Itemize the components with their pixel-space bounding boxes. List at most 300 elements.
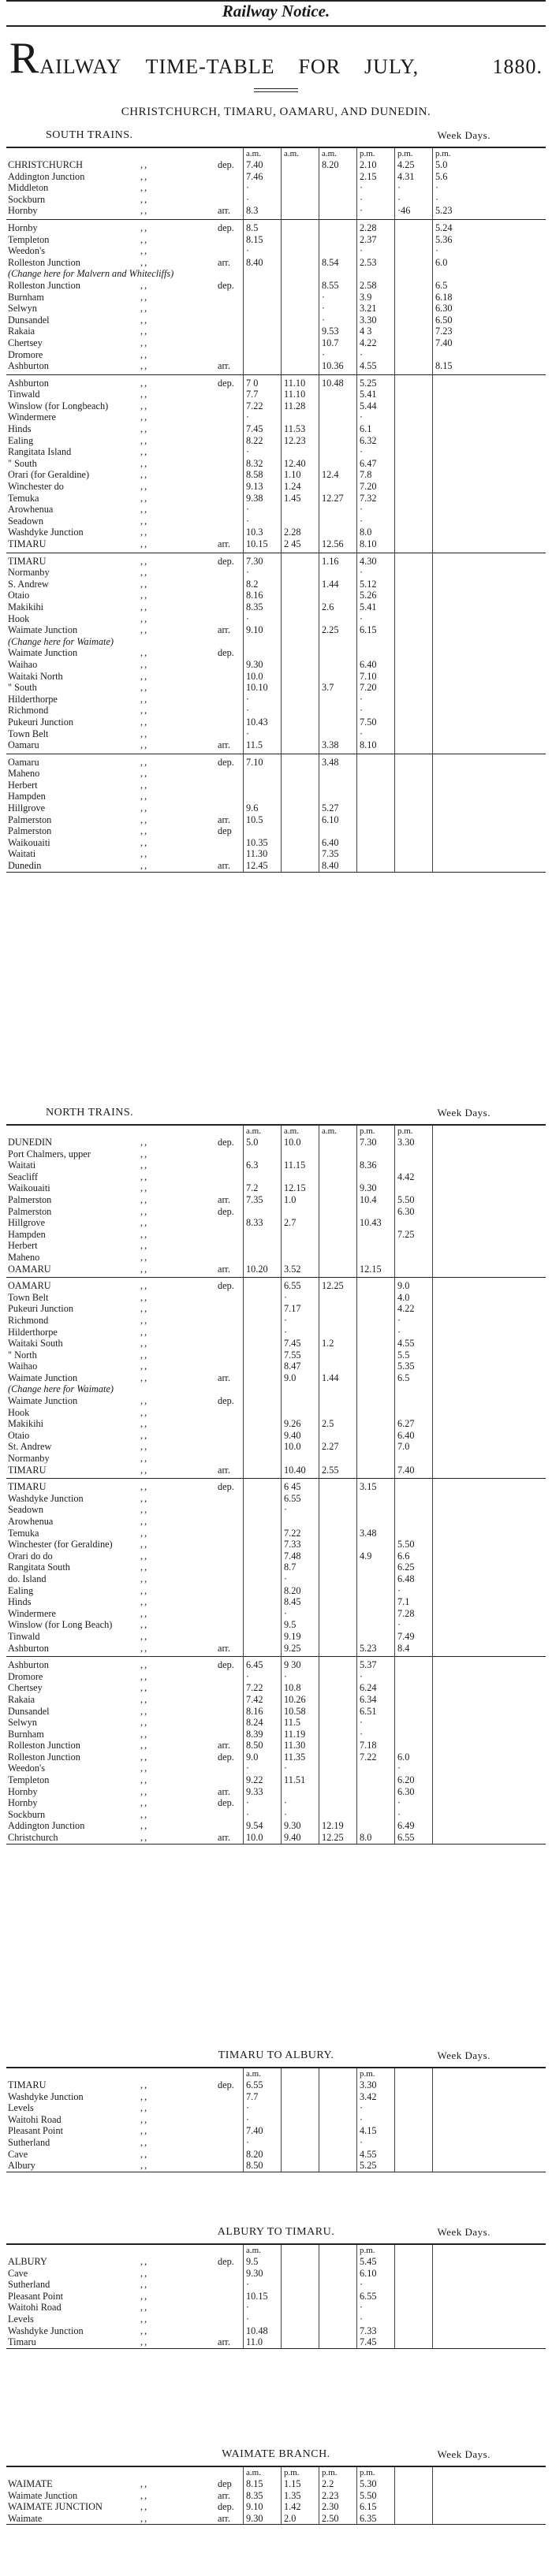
station-name: Rangitata Island — [8, 446, 72, 458]
station-name: Otaio — [8, 1429, 30, 1441]
station-name: Waimate Junction — [8, 624, 78, 636]
train-time: 1.10 — [284, 469, 301, 481]
train-time: · — [246, 612, 250, 624]
station-name: Waihao — [8, 658, 38, 670]
timetable-row — [6, 1194, 546, 1206]
train-time: 6.3 — [246, 1160, 259, 1171]
timetable-row — [6, 1264, 546, 1275]
station-name: Dromore — [8, 1670, 43, 1682]
time-of-day-label: p.m. — [360, 1126, 375, 1136]
station-name: Cave — [8, 2267, 28, 2279]
time-of-day-row — [6, 2467, 546, 2478]
ditto-marks: ,, — [140, 326, 149, 337]
train-time: 6.30 — [435, 303, 453, 315]
train-time: · — [246, 1797, 250, 1809]
ditto-marks: ,, — [140, 1642, 149, 1654]
station-name: Waikouaiti — [8, 1182, 50, 1194]
train-time: 8.50 — [246, 2160, 263, 2172]
train-time: 1.44 — [322, 578, 339, 590]
arr-dep-marker: arr. — [218, 860, 231, 872]
train-time: 6.20 — [397, 1774, 415, 1786]
train-time: 8.2 — [246, 578, 259, 590]
timetable-row — [6, 1786, 546, 1798]
group-divider — [6, 219, 546, 220]
train-time: · — [360, 2279, 364, 2291]
timetable-row — [6, 1315, 546, 1327]
time-of-day-label: p.m. — [322, 2468, 338, 2477]
ditto-marks: ,, — [140, 647, 149, 659]
train-time: 3.30 — [360, 314, 377, 326]
station-name: Pukeuri Junction — [8, 1303, 73, 1315]
train-time: 1.24 — [284, 481, 301, 493]
timetable-row — [6, 257, 546, 269]
timetable-row — [6, 1797, 546, 1809]
ditto-marks: ,, — [140, 2325, 149, 2336]
train-time: 7.22 — [246, 1682, 263, 1694]
train-time: · — [246, 1670, 250, 1682]
timetable-row — [6, 2279, 546, 2291]
timetable-row — [6, 2256, 546, 2268]
station-name: Oamaru — [8, 739, 39, 751]
train-time: 12.4 — [322, 469, 339, 481]
ditto-marks: ,, — [140, 1418, 149, 1430]
timetable-row — [6, 182, 546, 194]
train-time: 5.0 — [246, 1137, 259, 1148]
station-name: Chertsey — [8, 1682, 43, 1694]
train-time: 4.55 — [397, 1338, 415, 1349]
train-time: 11.28 — [284, 400, 306, 411]
ditto-marks: ,, — [140, 504, 149, 516]
train-time: · — [284, 1504, 288, 1516]
train-time: 6.47 — [360, 457, 377, 469]
train-time: 11.35 — [284, 1751, 306, 1763]
timetable-row — [6, 1682, 546, 1694]
train-time: 11.10 — [284, 377, 306, 389]
section-header — [6, 1102, 546, 1124]
train-time: 9.33 — [246, 1785, 263, 1797]
train-time: 9.30 — [246, 658, 263, 670]
train-time: 6.0 — [397, 1751, 410, 1763]
station-name: Normanby — [8, 1453, 50, 1465]
train-time: 6.5 — [397, 1372, 410, 1383]
train-time: 1.42 — [284, 2501, 301, 2513]
train-time: 6.18 — [435, 291, 453, 303]
ditto-marks: ,, — [140, 825, 149, 837]
timetable-row — [6, 860, 546, 872]
station-name: Selwyn — [8, 303, 37, 315]
train-time: · — [246, 567, 250, 579]
ditto-marks: ,, — [140, 705, 149, 717]
train-time: · — [360, 411, 364, 423]
ditto-marks: ,, — [140, 567, 149, 579]
train-time: 11.30 — [284, 1740, 306, 1751]
train-time: 6.6 — [397, 1550, 410, 1562]
arr-dep-marker: dep. — [218, 279, 234, 291]
timetable-row — [6, 705, 546, 717]
station-name: Ashburton — [8, 1659, 49, 1671]
time-of-day-label: a.m. — [246, 149, 261, 158]
timetable-row — [6, 1137, 546, 1148]
train-time: 6.24 — [360, 1682, 377, 1694]
train-time: 4.42 — [397, 1171, 415, 1182]
title-word3: FOR — [298, 55, 341, 78]
timetable-row — [6, 848, 546, 860]
station-name: Windermere — [8, 411, 56, 423]
train-time: 3.9 — [360, 291, 372, 303]
timetable-row — [6, 1338, 546, 1349]
ditto-marks: ,, — [140, 1429, 149, 1441]
station-name: Ealing — [8, 1584, 34, 1596]
train-time: · — [246, 515, 250, 527]
timetable-row — [6, 647, 546, 659]
ditto-marks: ,, — [140, 538, 149, 549]
station-name: Hornby — [8, 1797, 38, 1809]
arr-dep-marker: dep — [218, 825, 232, 837]
ditto-marks: ,, — [140, 1263, 149, 1275]
ditto-marks: ,, — [140, 481, 149, 493]
station-name: Hook — [8, 1406, 30, 1418]
train-time: 5.50 — [397, 1193, 415, 1205]
ditto-marks: ,, — [140, 1464, 149, 1476]
station-name: Hornby — [8, 1785, 38, 1797]
train-time: 6.55 — [246, 2079, 263, 2090]
ditto-marks: ,, — [140, 848, 149, 860]
train-time: · — [397, 1619, 401, 1631]
train-time: 9 30 — [284, 1659, 301, 1671]
title-word1: AILWAY — [39, 55, 122, 78]
ditto-marks: ,, — [140, 739, 149, 751]
train-time: 8.15 — [246, 233, 263, 245]
train-time: 1.44 — [322, 1372, 339, 1383]
ditto-marks: ,, — [140, 1137, 149, 1148]
station-name: Makikihi — [8, 601, 44, 612]
ditto-marks: ,, — [140, 1774, 149, 1786]
train-time: 11.53 — [284, 423, 306, 435]
train-time: 7.10 — [246, 756, 263, 768]
ditto-marks: ,, — [140, 1148, 149, 1160]
ditto-marks: ,, — [140, 2279, 149, 2291]
timetable-row — [6, 601, 546, 613]
timetable-row — [6, 2091, 546, 2103]
station-name: Cave — [8, 2148, 28, 2160]
train-time: 1.2 — [322, 1338, 334, 1349]
time-of-day-label: p.m. — [284, 2468, 300, 2477]
ditto-marks: ,, — [140, 1705, 149, 1717]
station-name: Sutherland — [8, 2136, 50, 2148]
train-time: 5.50 — [397, 1539, 415, 1550]
ditto-marks: ,, — [140, 1349, 149, 1361]
train-time: 12.19 — [322, 1820, 344, 1832]
station-name: Orari do do — [8, 1550, 53, 1562]
train-time: 7.45 — [284, 1338, 301, 1349]
time-of-day-label: p.m. — [360, 2246, 375, 2255]
ditto-marks: ,, — [140, 1539, 149, 1550]
train-time: 12.15 — [284, 1182, 306, 1194]
station-name: TIMARU — [8, 1481, 47, 1493]
train-time: 9.0 — [397, 1280, 410, 1292]
ditto-marks: ,, — [140, 1314, 149, 1326]
station-name: Maheno — [8, 768, 40, 780]
timetable-row — [6, 234, 546, 246]
train-time: 2.10 — [360, 159, 377, 170]
title-initial: R — [9, 34, 40, 83]
train-time: 6.55 — [360, 2290, 377, 2302]
timetable-row — [6, 1774, 546, 1786]
ditto-marks: ,, — [140, 1171, 149, 1182]
timetable-row — [6, 1740, 546, 1751]
station-name: Waimate Junction — [8, 2489, 78, 2501]
train-time: 8.35 — [246, 601, 263, 612]
train-time: · — [246, 2102, 250, 2114]
station-name: Burnham — [8, 291, 44, 303]
ditto-marks: ,, — [140, 2290, 149, 2302]
timetable-row — [6, 1217, 546, 1229]
train-time: 6.32 — [360, 434, 377, 446]
train-time: · — [360, 182, 364, 194]
train-time: 8.39 — [246, 1728, 263, 1740]
section-title: TIMARU TO ALBURY. — [218, 2049, 334, 2061]
train-time: · — [397, 193, 401, 205]
train-time: 10.15 — [246, 2290, 268, 2302]
arr-dep-marker: dep. — [218, 647, 234, 659]
train-time: 6.10 — [322, 813, 339, 825]
train-time: 2.6 — [322, 601, 334, 612]
train-time: 7.22 — [284, 1527, 301, 1539]
arr-dep-marker: dep. — [218, 159, 234, 170]
timetable-row — [6, 349, 546, 361]
train-time: 8.7 — [284, 1562, 297, 1573]
train-time: 8.35 — [246, 2489, 263, 2501]
timetable-row — [6, 1327, 546, 1338]
timetable-row — [6, 1832, 546, 1844]
ditto-marks: ,, — [140, 1504, 149, 1516]
ditto-marks: ,, — [140, 2256, 149, 2267]
station-name: Hampden — [8, 1228, 46, 1240]
ditto-marks: ,, — [140, 2102, 149, 2114]
group-divider — [6, 374, 546, 375]
train-time: · — [360, 693, 364, 705]
arr-dep-marker: dep. — [218, 1797, 234, 1809]
train-time: 6.55 — [397, 1832, 415, 1844]
train-time: 3.7 — [322, 682, 334, 694]
station-name: Oamaru — [8, 756, 39, 768]
ditto-marks: ,, — [140, 159, 149, 170]
column-rule — [243, 2068, 244, 2172]
timetable-row — [6, 1643, 546, 1655]
train-time: 6.55 — [284, 1492, 301, 1504]
train-time: · — [246, 504, 250, 516]
train-time: · — [360, 504, 364, 516]
station-name: Ealing — [8, 434, 34, 446]
timetable-row — [6, 768, 546, 780]
station-name: Waimate — [8, 2512, 43, 2524]
column-rule — [432, 2467, 433, 2524]
ditto-marks: ,, — [140, 279, 149, 291]
week-days-label: Week Days. — [437, 2049, 490, 2061]
ditto-marks: ,, — [140, 1326, 149, 1338]
arr-dep-marker: arr. — [218, 1372, 231, 1383]
ditto-marks: ,, — [140, 768, 149, 780]
train-time: 8.47 — [284, 1361, 301, 1372]
timetable-row — [6, 825, 546, 837]
train-time: 6.15 — [360, 624, 377, 636]
station-name: (Change here for Malvern and Whitecliffs) — [8, 268, 174, 280]
timetable-row — [6, 2336, 546, 2348]
timetable-frame — [6, 147, 546, 873]
train-time: 9.30 — [284, 1820, 301, 1832]
train-time: · — [246, 728, 250, 739]
train-time: 5.25 — [360, 377, 377, 389]
train-time: 10.15 — [246, 538, 268, 549]
ditto-marks: ,, — [140, 1527, 149, 1539]
train-time: · — [246, 245, 250, 257]
train-time: · — [360, 1728, 364, 1740]
train-time: 9.25 — [284, 1642, 301, 1654]
timetable-row — [6, 1407, 546, 1419]
timetable-row — [6, 2149, 546, 2161]
ditto-marks: ,, — [140, 1338, 149, 1349]
timetable-row — [6, 245, 546, 257]
ditto-marks: ,, — [140, 377, 149, 389]
train-time: 10.20 — [246, 1263, 268, 1275]
train-time: 10.43 — [246, 716, 268, 728]
time-of-day-label: p.m. — [435, 149, 451, 158]
station-name: Palmerston — [8, 825, 52, 837]
train-time: 5.12 — [360, 578, 377, 590]
station-name: Christchurch — [8, 1832, 58, 1844]
timetable-row — [6, 1372, 546, 1384]
timetable-row — [6, 205, 546, 217]
train-time: 2.23 — [322, 2489, 339, 2501]
change-note — [6, 1383, 546, 1395]
ditto-marks: ,, — [140, 2090, 149, 2102]
station-name: Waimate Junction — [8, 647, 78, 659]
timetable-row — [6, 659, 546, 671]
station-name: ALBURY — [8, 2256, 47, 2267]
train-time: 3.52 — [284, 1263, 301, 1275]
train-time: · — [397, 1314, 401, 1326]
train-time: 2.50 — [322, 2512, 339, 2524]
ditto-marks: ,, — [140, 1808, 149, 1820]
ditto-marks: ,, — [140, 693, 149, 705]
timetable-row — [6, 446, 546, 458]
timetable-row — [6, 2478, 546, 2490]
ditto-marks: ,, — [140, 1740, 149, 1751]
timetable-row — [6, 1562, 546, 1573]
timetable-row — [6, 613, 546, 625]
timetable-frame — [6, 1124, 546, 1845]
ditto-marks: ,, — [140, 802, 149, 814]
station-name: WAIMATE — [8, 2478, 53, 2489]
train-time: · — [360, 612, 364, 624]
arr-dep-marker: arr. — [218, 1785, 231, 1797]
station-name: " North — [8, 1349, 37, 1361]
train-time: 7.48 — [284, 1550, 301, 1562]
train-time: 9.40 — [284, 1429, 301, 1441]
station-name: Maheno — [8, 1251, 40, 1263]
ditto-marks: ,, — [140, 1481, 149, 1493]
station-name: Seacliff — [8, 1171, 39, 1182]
train-time: 9.10 — [246, 2501, 263, 2513]
ditto-marks: ,, — [140, 182, 149, 194]
train-time: 4.55 — [360, 360, 377, 372]
train-time: 5.5 — [397, 1349, 410, 1361]
train-time: 10.4 — [360, 1193, 377, 1205]
train-time: 8.58 — [246, 469, 263, 481]
train-time: 4.55 — [360, 2148, 377, 2160]
train-time: 8.55 — [322, 279, 339, 291]
train-time: 7.42 — [246, 1693, 263, 1705]
train-time: 5.25 — [360, 2160, 377, 2172]
column-rule — [432, 148, 433, 872]
train-time: 12.40 — [284, 457, 306, 469]
station-name: Timaru — [8, 2336, 36, 2348]
change-note — [6, 268, 546, 280]
train-time: 7.23 — [435, 326, 453, 337]
column-rule — [394, 2467, 395, 2524]
station-name: Orari (for Geraldine) — [8, 469, 90, 481]
week-days-label: Week Days. — [437, 129, 490, 141]
train-time: 3.15 — [360, 1481, 377, 1493]
ditto-marks: ,, — [140, 1832, 149, 1844]
ditto-marks: ,, — [140, 2113, 149, 2125]
section-header — [6, 2444, 546, 2466]
arr-dep-marker: dep — [218, 2478, 232, 2489]
station-name: Seadown — [8, 515, 44, 527]
station-name: Palmerston — [8, 813, 52, 825]
train-time: 4.22 — [360, 337, 377, 348]
time-of-day-label: a.m. — [284, 149, 299, 158]
train-time: 6.30 — [397, 1205, 415, 1217]
ditto-marks: ,, — [140, 728, 149, 739]
train-time: 2.15 — [360, 170, 377, 182]
ditto-marks: ,, — [140, 601, 149, 612]
station-name: Waitati — [8, 1160, 36, 1171]
train-time: 7.45 — [246, 423, 263, 435]
train-time: · — [246, 705, 250, 717]
ditto-marks: ,, — [140, 1659, 149, 1671]
train-time: 5.23 — [360, 1642, 377, 1654]
train-time: 8.0 — [360, 1832, 372, 1844]
train-time: 9.22 — [246, 1774, 263, 1786]
train-time: · — [360, 193, 364, 205]
time-of-day-label: p.m. — [360, 149, 375, 158]
column-rule — [281, 2245, 282, 2348]
ditto-marks: ,, — [140, 1693, 149, 1705]
train-time: 10.5 — [246, 813, 263, 825]
train-time: 8.50 — [246, 1740, 263, 1751]
timetable-row — [6, 671, 546, 683]
train-time: · — [246, 182, 250, 194]
train-time: 3.30 — [397, 1137, 415, 1148]
train-time: 9.5 — [284, 1619, 297, 1631]
station-name: TIMARU — [8, 1464, 47, 1476]
train-time: · — [246, 1808, 250, 1820]
train-time: 11.30 — [246, 848, 268, 860]
station-name: Templeton — [8, 1774, 50, 1786]
station-name: Sockburn — [8, 1808, 46, 1820]
train-time: 10.7 — [322, 337, 339, 348]
timetable-row — [6, 1631, 546, 1643]
timetable-row — [6, 2513, 546, 2525]
train-time: 2.37 — [360, 233, 377, 245]
column-rule — [394, 1126, 395, 1844]
train-time: 12.25 — [322, 1280, 344, 1292]
timetable-row — [6, 504, 546, 516]
timetable-row — [6, 303, 546, 315]
station-name: Ashburton — [8, 1642, 49, 1654]
train-time: 8.16 — [246, 1705, 263, 1717]
